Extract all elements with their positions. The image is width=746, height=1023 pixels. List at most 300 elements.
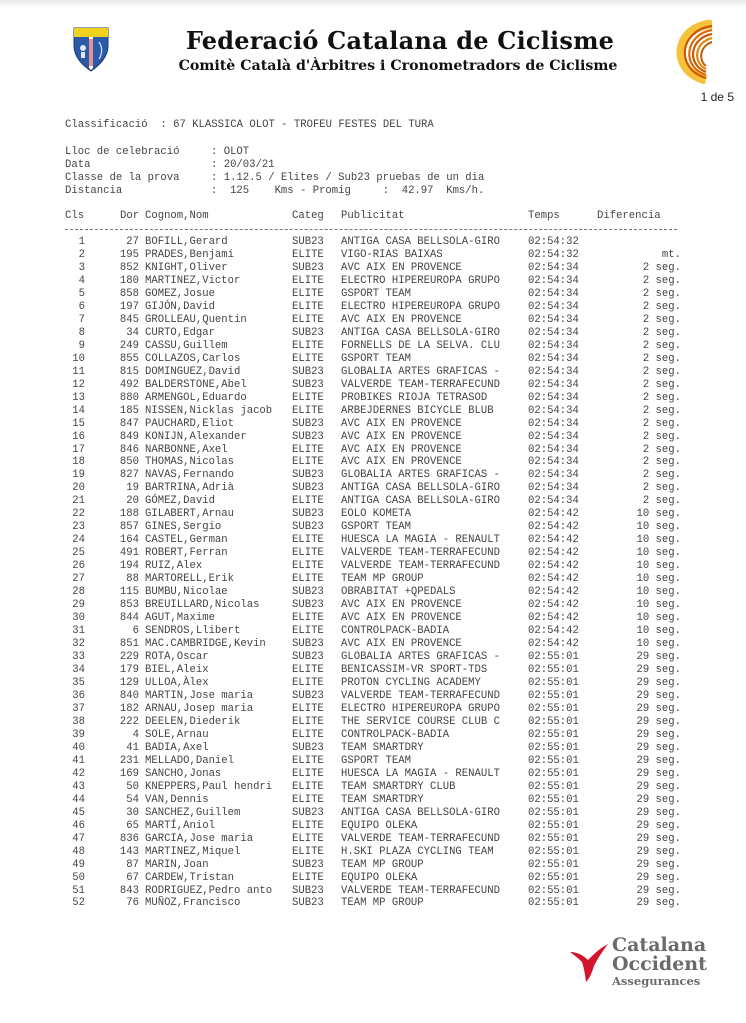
cell-rider-name: NISSEN,Nicklas jacob	[145, 404, 273, 417]
cell-team: ANTIGA CASA BELLSOLA-GIRO	[341, 236, 500, 248]
cell-time: 02:54:42	[528, 612, 579, 625]
cell-team: VALVERDE TEAM-TERRAFECUND	[341, 689, 500, 702]
table-row	[65, 560, 685, 573]
cell-dorsal: 115	[119, 586, 139, 599]
cell-team: CONTROLPACK-BADIA	[341, 625, 450, 638]
cell-time: 02:54:32	[528, 236, 579, 248]
cell-dorsal: 844	[119, 612, 139, 625]
cell-gap: 10 seg.	[636, 625, 681, 638]
cell-dorsal: 185	[119, 404, 139, 417]
col-temps: Temps	[528, 210, 560, 222]
cell-rider-name: PRADES,Benjamí	[145, 248, 235, 261]
cell-category: ELITE	[292, 819, 324, 832]
cell-rider-name: KNIGHT,Oliver	[145, 261, 228, 274]
cell-rider-name: MARTORELL,Erik	[145, 573, 235, 586]
table-row	[65, 275, 685, 288]
table-row	[65, 495, 685, 508]
cell-team: AVC AIX EN PROVENCE	[341, 430, 462, 443]
cell-rider-name: THOMAS,Nicolas	[145, 456, 235, 469]
cell-cls: 20	[72, 482, 85, 495]
cell-gap: 29 seg.	[636, 664, 681, 676]
cell-dorsal: 188	[119, 508, 139, 521]
cell-rider-name: COLLAZOS,Carlos	[145, 352, 241, 365]
cell-dorsal: 4	[132, 728, 139, 741]
table-row	[65, 288, 685, 301]
federation-shield-logo	[72, 26, 110, 72]
table-row	[65, 872, 685, 885]
cell-gap: 10 seg.	[636, 612, 681, 625]
cell-rider-name: SOLE,Arnau	[145, 728, 209, 741]
cell-team: GLOBALIA ARTES GRAFICAS -	[341, 365, 500, 378]
cell-cls: 19	[72, 469, 85, 482]
cell-rider-name: MUÑOZ,Francisco	[145, 897, 241, 910]
cell-rider-name: MARIN,Joan	[145, 858, 209, 871]
cell-rider-name: BOFILL,Gerard	[145, 236, 228, 248]
table-row	[65, 612, 685, 625]
cell-rider-name: RUIZ,Alex	[145, 560, 203, 573]
cell-rider-name: ROBERT,Ferran	[145, 547, 228, 560]
cell-rider-name: GIJÓN,David	[145, 300, 215, 313]
cell-cls: 15	[72, 417, 85, 430]
cell-category: ELITE	[292, 391, 324, 404]
cell-dorsal: 19	[126, 482, 139, 495]
cell-category: ELITE	[292, 352, 324, 365]
cell-team: HUESCA LA MAGIA - RENAULT	[341, 767, 500, 780]
cell-team: TEAM SMARTDRY	[341, 793, 424, 806]
cell-time: 02:54:34	[528, 300, 579, 313]
cell-rider-name: ULLOA,Àlex	[145, 676, 209, 689]
cell-time: 02:54:34	[528, 443, 579, 456]
col-dor: Dor	[120, 210, 140, 222]
table-row	[65, 859, 685, 872]
table-row	[65, 456, 685, 469]
table-row	[65, 301, 685, 314]
cell-time: 02:54:32	[528, 248, 579, 261]
table-row	[65, 690, 685, 703]
cell-category: SUB23	[292, 599, 324, 612]
cell-rider-name: NAVAS,Fernando	[145, 469, 235, 482]
cell-gap: 2 seg.	[642, 352, 681, 365]
cell-time: 02:54:34	[528, 456, 579, 469]
cell-dorsal: 229	[119, 651, 139, 664]
table-row	[65, 236, 685, 249]
cell-cls: 9	[78, 339, 85, 352]
cell-dorsal: 30	[126, 806, 139, 819]
cell-dorsal: 87	[126, 858, 139, 871]
cell-cls: 33	[72, 651, 85, 664]
cell-category: ELITE	[292, 274, 324, 287]
table-row	[65, 249, 685, 262]
cell-gap: 29 seg.	[636, 728, 681, 741]
cell-dorsal: 222	[119, 715, 139, 728]
cell-dorsal: 843	[119, 884, 139, 897]
cell-cls: 44	[72, 793, 85, 806]
cell-dorsal: 179	[119, 664, 139, 676]
cell-category: ELITE	[292, 625, 324, 638]
cell-category: ELITE	[292, 702, 324, 715]
cell-category: ELITE	[292, 404, 324, 417]
cell-dorsal: 195	[119, 248, 139, 261]
cell-gap: 2 seg.	[642, 456, 681, 469]
cell-gap: 29 seg.	[636, 884, 681, 897]
cell-rider-name: KNEPPERS,Paul hendri	[145, 780, 273, 793]
cell-cls: 16	[72, 430, 85, 443]
cell-cls: 43	[72, 780, 85, 793]
sponsor-line2: Occident	[612, 953, 707, 975]
cell-team: AVC AIX EN PROVENCE	[341, 599, 462, 612]
cell-dorsal: 88	[126, 573, 139, 586]
cell-category: SUB23	[292, 858, 324, 871]
cell-time: 02:55:01	[528, 754, 579, 767]
cell-time: 02:54:34	[528, 339, 579, 352]
cell-rider-name: MARTINEZ,Victor	[145, 274, 241, 287]
cell-dorsal: 249	[119, 339, 139, 352]
cell-rider-name: DOMINGUEZ,David	[145, 365, 241, 378]
cell-time: 02:54:34	[528, 365, 579, 378]
cell-time: 02:55:01	[528, 702, 579, 715]
cell-team: VALVERDE TEAM-TERRAFECUND	[341, 560, 500, 573]
cell-cls: 11	[72, 365, 85, 378]
cell-gap: 29 seg.	[636, 767, 681, 780]
cell-gap: 29 seg.	[636, 806, 681, 819]
cell-rider-name: CASSU,Guillem	[145, 339, 228, 352]
cell-rider-name: KONIJN,Alexander	[145, 430, 247, 443]
cell-dorsal: 65	[126, 819, 139, 832]
table-row	[65, 482, 685, 495]
cell-gap: 2 seg.	[642, 417, 681, 430]
cell-rider-name: GOMEZ,Josue	[145, 287, 215, 300]
table-row	[65, 599, 685, 612]
table-row	[65, 703, 685, 716]
cell-team: AVC AIX EN PROVENCE	[341, 313, 462, 326]
cell-time: 02:54:42	[528, 521, 579, 534]
table-row	[65, 768, 685, 781]
cell-dorsal: 880	[119, 391, 139, 404]
cell-category: ELITE	[292, 547, 324, 560]
table-row	[65, 327, 685, 340]
cell-dorsal: 846	[119, 443, 139, 456]
table-row	[65, 353, 685, 366]
cell-cls: 17	[72, 443, 85, 456]
cell-team: ANTIGA CASA BELLSOLA-GIRO	[341, 482, 500, 495]
cell-category: SUB23	[292, 469, 324, 482]
cell-time: 02:55:01	[528, 780, 579, 793]
cell-gap: 2 seg.	[642, 404, 681, 417]
cell-dorsal: 169	[119, 767, 139, 780]
cell-cls: 30	[72, 612, 85, 625]
cell-time: 02:54:34	[528, 274, 579, 287]
classe-value: : 1.12.5 / Elites / Sub23 pruebas de un dia	[211, 172, 485, 184]
cell-gap: 29 seg.	[636, 651, 681, 664]
cell-time: 02:55:01	[528, 664, 579, 676]
cell-gap: 29 seg.	[636, 702, 681, 715]
cell-rider-name: GÓMEZ,David	[145, 495, 215, 508]
cell-gap: 29 seg.	[636, 871, 681, 884]
cell-time: 02:55:01	[528, 884, 579, 897]
catalan-arcs-logo	[662, 20, 722, 84]
cell-category: SUB23	[292, 236, 324, 248]
cell-time: 02:54:34	[528, 287, 579, 300]
cell-dorsal: 27	[126, 236, 139, 248]
cell-rider-name: CURTO,Edgar	[145, 326, 215, 339]
lloc-value: : OLOT	[211, 146, 250, 158]
cell-category: ELITE	[292, 780, 324, 793]
cell-gap: 10 seg.	[636, 586, 681, 599]
cell-time: 02:54:34	[528, 430, 579, 443]
cell-team: GSPORT TEAM	[341, 521, 411, 534]
cell-rider-name: ARMENGOL,Eduardo	[145, 391, 247, 404]
cell-gap: 29 seg.	[636, 780, 681, 793]
cell-category: ELITE	[292, 300, 324, 313]
cell-rider-name: MARTÍ,Aniol	[145, 819, 215, 832]
cell-cls: 4	[78, 274, 85, 287]
cell-gap: 29 seg.	[636, 858, 681, 871]
table-row	[65, 444, 685, 457]
cell-team: ELECTRO HIPEREUROPA GRUPO	[341, 274, 500, 287]
cell-dorsal: 840	[119, 689, 139, 702]
cell-team: GSPORT TEAM	[341, 352, 411, 365]
cell-cls: 13	[72, 391, 85, 404]
cell-cls: 2	[78, 248, 85, 261]
cell-category: ELITE	[292, 767, 324, 780]
cell-category: SUB23	[292, 897, 324, 910]
lloc-label: Lloc de celebració	[65, 146, 180, 158]
cell-dorsal: 164	[119, 534, 139, 547]
table-row	[65, 431, 685, 444]
cell-time: 02:55:01	[528, 676, 579, 689]
cell-category: ELITE	[292, 664, 324, 676]
cell-rider-name: BARTRINA,Adrià	[145, 482, 235, 495]
table-row	[65, 405, 685, 418]
table-row	[65, 469, 685, 482]
table-row	[65, 534, 685, 547]
cell-cls: 1	[78, 236, 85, 248]
cell-cls: 42	[72, 767, 85, 780]
cell-team: VALVERDE TEAM-TERRAFECUND	[341, 832, 500, 845]
cell-team: GLOBALIA ARTES GRAFICAS -	[341, 469, 500, 482]
col-name: Cognom,Nom	[145, 210, 209, 222]
cell-dorsal: 20	[126, 495, 139, 508]
cell-gap: 2 seg.	[642, 300, 681, 313]
cell-dorsal: 850	[119, 456, 139, 469]
cell-time: 02:54:34	[528, 261, 579, 274]
table-row	[65, 833, 685, 846]
cell-team: ELECTRO HIPEREUROPA GRUPO	[341, 702, 500, 715]
cell-time: 02:54:42	[528, 638, 579, 651]
cell-time: 02:55:01	[528, 651, 579, 664]
cell-cls: 6	[78, 300, 85, 313]
sponsor-name	[612, 936, 707, 988]
cell-category: ELITE	[292, 573, 324, 586]
cell-cls: 31	[72, 625, 85, 638]
cell-cls: 28	[72, 586, 85, 599]
cell-team: TEAM MP GROUP	[341, 573, 424, 586]
cell-gap: 2 seg.	[642, 430, 681, 443]
cell-rider-name: MARTIN,Jose maria	[145, 689, 254, 702]
cell-category: ELITE	[292, 612, 324, 625]
sponsor-line3: Assegurances	[612, 974, 701, 988]
cell-team: H.SKI PLAZA CYCLING TEAM	[341, 845, 494, 858]
table-row	[65, 742, 685, 755]
cell-team: OBRABITAT +QPEDALS	[341, 586, 456, 599]
cell-dorsal: 845	[119, 313, 139, 326]
cell-gap: 10 seg.	[636, 547, 681, 560]
cell-time: 02:55:01	[528, 767, 579, 780]
cell-category: SUB23	[292, 689, 324, 702]
table-row	[65, 586, 685, 599]
cell-rider-name: MARTINEZ,Miquel	[145, 845, 241, 858]
cell-gap: 2 seg.	[642, 378, 681, 391]
cell-dorsal: 143	[119, 845, 139, 858]
table-row	[65, 521, 685, 534]
cell-cls: 10	[72, 352, 85, 365]
cell-cls: 36	[72, 689, 85, 702]
cell-team: AVC AIX EN PROVENCE	[341, 638, 462, 651]
cell-time: 02:55:01	[528, 728, 579, 741]
col-diferencia: Diferencia	[597, 210, 661, 222]
cell-gap: 29 seg.	[636, 676, 681, 689]
cell-dorsal: 129	[119, 676, 139, 689]
cell-rider-name: RODRIGUEZ,Pedro anto	[145, 884, 273, 897]
cell-cls: 8	[78, 326, 85, 339]
cell-cls: 39	[72, 728, 85, 741]
cell-rider-name: BALDERSTONE,Abel	[145, 378, 247, 391]
cell-dorsal: 182	[119, 702, 139, 715]
cell-gap: 2 seg.	[642, 274, 681, 287]
cell-team: ELECTRO HIPEREUROPA GRUPO	[341, 300, 500, 313]
cell-team: TEAM SMARTDRY CLUB	[341, 780, 456, 793]
cell-gap: 2 seg.	[642, 482, 681, 495]
cell-category: SUB23	[292, 417, 324, 430]
table-row	[65, 547, 685, 560]
cell-gap: 10 seg.	[636, 599, 681, 612]
cell-cls: 12	[72, 378, 85, 391]
cell-gap: 10 seg.	[636, 508, 681, 521]
cell-dorsal: 76	[126, 897, 139, 910]
cell-gap: 2 seg.	[642, 391, 681, 404]
cell-rider-name: SANCHEZ,Guillem	[145, 806, 241, 819]
classe-label: Classe de la prova	[65, 172, 180, 184]
cell-dorsal: 6	[132, 625, 139, 638]
cell-cls: 22	[72, 508, 85, 521]
table-row	[65, 392, 685, 405]
cell-category: ELITE	[292, 676, 324, 689]
cell-rider-name: SANCHO,Jonas	[145, 767, 222, 780]
cell-dorsal: 847	[119, 417, 139, 430]
cell-rider-name: GROLLEAU,Quentin	[145, 313, 247, 326]
cell-cls: 40	[72, 741, 85, 754]
cell-category: ELITE	[292, 456, 324, 469]
cell-team: EOLO KOMETA	[341, 508, 411, 521]
cell-team: AVC AIX EN PROVENCE	[341, 456, 462, 469]
cell-category: SUB23	[292, 326, 324, 339]
table-row	[65, 418, 685, 431]
cell-time: 02:54:34	[528, 313, 579, 326]
data-value: : 20/03/21	[211, 159, 275, 171]
cell-team: GLOBALIA ARTES GRAFICAS -	[341, 651, 500, 664]
cell-gap: 10 seg.	[636, 638, 681, 651]
cell-time: 02:55:01	[528, 741, 579, 754]
cell-time: 02:55:01	[528, 845, 579, 858]
cell-rider-name: BIEL,Aleix	[145, 664, 209, 676]
table-row	[65, 340, 685, 353]
cell-dorsal: 815	[119, 365, 139, 378]
cell-category: ELITE	[292, 728, 324, 741]
cell-cls: 27	[72, 573, 85, 586]
cell-team: TEAM SMARTDRY	[341, 741, 424, 754]
cell-time: 02:54:42	[528, 560, 579, 573]
cell-cls: 48	[72, 845, 85, 858]
cell-category: ELITE	[292, 754, 324, 767]
cell-dorsal: 54	[126, 793, 139, 806]
cell-team: PROBIKES RIOJA TETRASOD	[341, 391, 488, 404]
cell-time: 02:54:42	[528, 573, 579, 586]
cell-rider-name: ROTA,Oscar	[145, 651, 209, 664]
cell-rider-name: PAUCHARD,Eliot	[145, 417, 235, 430]
cell-dorsal: 851	[119, 638, 139, 651]
cell-category: SUB23	[292, 651, 324, 664]
cell-dorsal: 194	[119, 560, 139, 573]
cell-team: EQUIPO OLEKA	[341, 871, 418, 884]
cell-dorsal: 50	[126, 780, 139, 793]
cell-category: ELITE	[292, 534, 324, 547]
cell-team: BENICASSIM-VR SPORT-TDS	[341, 664, 488, 676]
cell-category: SUB23	[292, 430, 324, 443]
cell-rider-name: AGUT,Maxime	[145, 612, 215, 625]
table-row	[65, 781, 685, 794]
cell-team: ANTIGA CASA BELLSOLA-GIRO	[341, 806, 500, 819]
cell-dorsal: 855	[119, 352, 139, 365]
cell-time: 02:55:01	[528, 858, 579, 871]
cell-cls: 41	[72, 754, 85, 767]
cell-cls: 18	[72, 456, 85, 469]
cell-team: ARBEJDERNES BICYCLE BLUB	[341, 404, 494, 417]
cell-time: 02:54:34	[528, 404, 579, 417]
cell-dorsal: 853	[119, 599, 139, 612]
cell-time: 02:55:01	[528, 897, 579, 910]
table-row	[65, 366, 685, 379]
cell-cls: 24	[72, 534, 85, 547]
table-row	[65, 314, 685, 327]
cell-gap: 2 seg.	[642, 365, 681, 378]
cell-gap: 2 seg.	[642, 495, 681, 508]
cell-rider-name: DEELEN,Diederik	[145, 715, 241, 728]
cell-team: AVC AIX EN PROVENCE	[341, 417, 462, 430]
col-publicitat: Publicitat	[341, 210, 405, 222]
cell-category: ELITE	[292, 715, 324, 728]
page-number: 1 de 5	[700, 90, 734, 104]
cell-category: ELITE	[292, 793, 324, 806]
cell-rider-name: GINES,Sergio	[145, 521, 222, 534]
cell-dorsal: 849	[119, 430, 139, 443]
cell-cls: 23	[72, 521, 85, 534]
table-row	[65, 846, 685, 859]
cell-cls: 25	[72, 547, 85, 560]
cell-cls: 52	[72, 897, 85, 910]
cell-gap: 10 seg.	[636, 534, 681, 547]
cell-cls: 29	[72, 599, 85, 612]
cell-category: SUB23	[292, 261, 324, 274]
cell-time: 02:54:34	[528, 469, 579, 482]
cell-category: ELITE	[292, 871, 324, 884]
cell-team: GSPORT TEAM	[341, 287, 411, 300]
col-cls: Cls	[65, 210, 85, 222]
cell-team: FORNELLS DE LA SELVA. CLU	[341, 339, 500, 352]
cell-cls: 32	[72, 638, 85, 651]
table-row	[65, 664, 685, 677]
cell-cls: 49	[72, 858, 85, 871]
cell-team: VIGO-RIAS BAIXAS	[341, 248, 443, 261]
